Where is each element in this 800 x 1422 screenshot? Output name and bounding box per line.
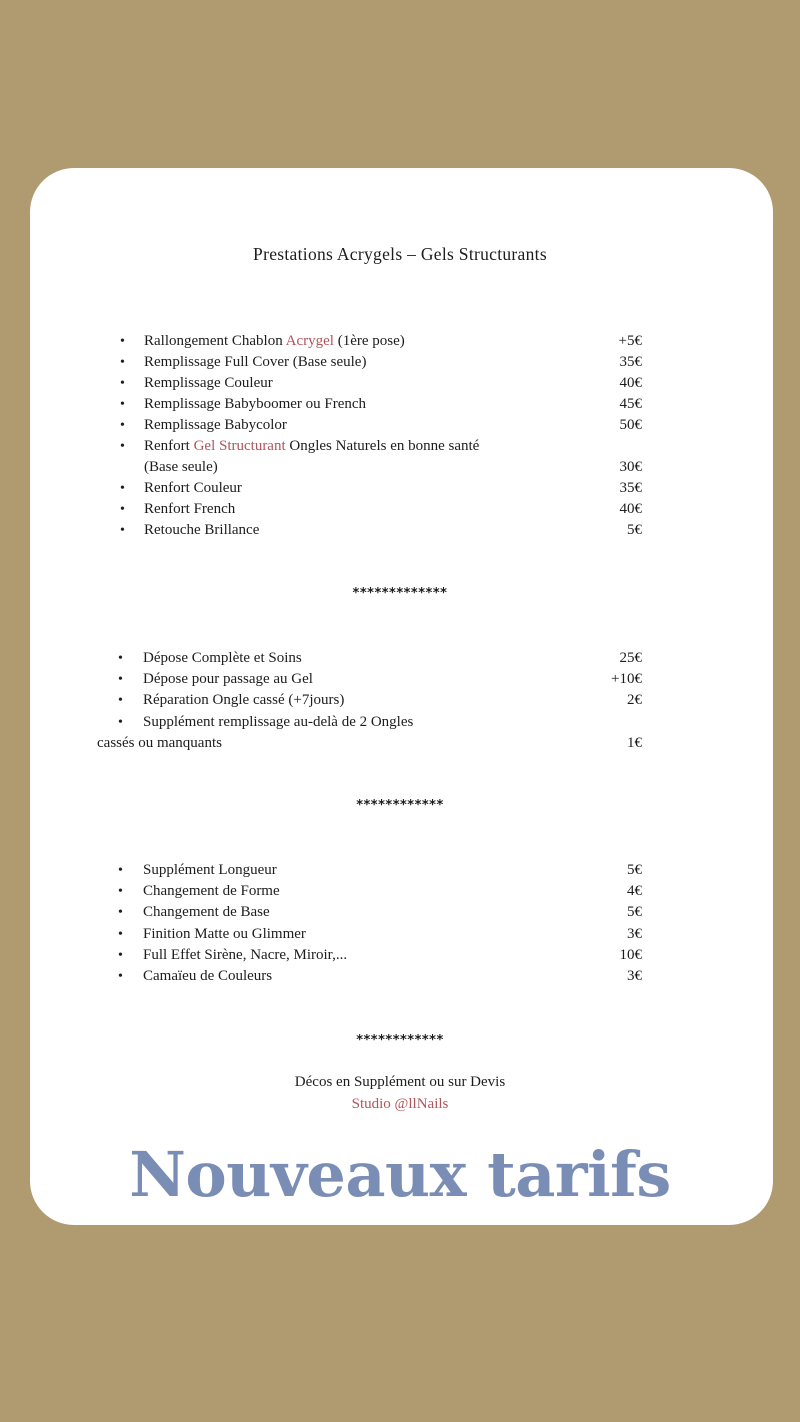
service-label: Dépose Complète et Soins bbox=[143, 650, 302, 666]
service-price: 45€ bbox=[619, 396, 642, 412]
service-price: +5€ bbox=[618, 333, 642, 349]
service-label: Remplissage Babycolor bbox=[144, 417, 287, 433]
bullet-icon: • bbox=[118, 927, 123, 942]
service-price: 50€ bbox=[619, 417, 642, 433]
service-price: 40€ bbox=[619, 501, 642, 517]
service-label: (Base seule) bbox=[144, 459, 218, 475]
bullet-icon: • bbox=[120, 397, 125, 412]
separator: ************ bbox=[356, 798, 444, 813]
list-item bbox=[0, 881, 800, 902]
service-price: 35€ bbox=[619, 480, 642, 496]
bullet-icon: • bbox=[120, 439, 125, 454]
service-label: cassés ou manquants bbox=[97, 735, 222, 751]
list-item bbox=[0, 457, 800, 478]
list-item bbox=[0, 860, 800, 881]
bullet-icon: • bbox=[118, 672, 123, 687]
bullet-icon: • bbox=[118, 715, 123, 730]
service-label: Renfort Couleur bbox=[144, 480, 242, 496]
bullet-icon: • bbox=[118, 969, 123, 984]
list-item bbox=[0, 966, 800, 987]
bullet-icon: • bbox=[120, 523, 125, 538]
list-item bbox=[0, 415, 800, 436]
service-price: 5€ bbox=[627, 862, 642, 878]
service-price: 4€ bbox=[627, 883, 642, 899]
service-label: Réparation Ongle cassé (+7jours) bbox=[143, 692, 345, 708]
service-label: Remplissage Babyboomer ou French bbox=[144, 396, 367, 412]
service-label: Dépose pour passage au Gel bbox=[143, 671, 313, 687]
list-item bbox=[0, 924, 800, 945]
bullet-icon: • bbox=[118, 693, 123, 708]
list-item bbox=[0, 331, 800, 352]
service-price: 3€ bbox=[627, 926, 642, 942]
service-label: Finition Matte ou Glimmer bbox=[143, 926, 306, 942]
list-item bbox=[0, 733, 800, 754]
service-price: 3€ bbox=[627, 968, 642, 984]
bullet-icon: • bbox=[120, 334, 125, 349]
service-label: Remplissage Couleur bbox=[144, 375, 273, 391]
footer-decos: Décos en Supplément ou sur Devis bbox=[294, 1074, 506, 1090]
service-label: Remplissage Full Cover (Base seule) bbox=[144, 354, 367, 370]
bullet-icon: • bbox=[120, 418, 125, 433]
service-price: 25€ bbox=[619, 650, 642, 666]
service-price: 2€ bbox=[627, 692, 642, 708]
list-item bbox=[0, 373, 800, 394]
list-item bbox=[0, 436, 800, 457]
service-label: Supplément remplissage au-delà de 2 Ongles bbox=[143, 714, 414, 730]
list-item bbox=[0, 690, 800, 711]
service-price: 30€ bbox=[619, 459, 642, 475]
bullet-icon: • bbox=[118, 863, 123, 878]
service-price: 40€ bbox=[619, 375, 642, 391]
list-item bbox=[0, 902, 800, 923]
list-item bbox=[0, 945, 800, 966]
service-price: +10€ bbox=[611, 671, 642, 687]
service-price: 1€ bbox=[627, 735, 642, 751]
service-label: Retouche Brillance bbox=[144, 522, 260, 538]
service-price: 5€ bbox=[627, 522, 642, 538]
service-label: Supplément Longueur bbox=[143, 862, 277, 878]
list-item bbox=[0, 669, 800, 690]
bullet-icon: • bbox=[118, 651, 123, 666]
footer-studio: Studio @llNails bbox=[351, 1096, 449, 1112]
bullet-icon: • bbox=[118, 948, 123, 963]
list-item bbox=[0, 478, 800, 499]
list-item bbox=[0, 394, 800, 415]
list-item bbox=[0, 648, 800, 669]
service-label: Camaïeu de Couleurs bbox=[143, 968, 273, 984]
bullet-icon: • bbox=[120, 355, 125, 370]
service-price: 5€ bbox=[627, 904, 642, 920]
list-item bbox=[0, 499, 800, 520]
bullet-icon: • bbox=[120, 502, 125, 517]
service-price: 10€ bbox=[619, 947, 642, 963]
promo-banner: Nouveaux tarifs bbox=[129, 1138, 671, 1211]
service-label: Renfort French bbox=[144, 501, 236, 517]
bullet-icon: • bbox=[118, 884, 123, 899]
separator: ************* bbox=[352, 586, 448, 601]
bullet-icon: • bbox=[120, 376, 125, 391]
service-label: Rallongement Chablon Acrygel (1ère pose) bbox=[144, 333, 405, 349]
list-item bbox=[0, 352, 800, 373]
list-item bbox=[0, 520, 800, 541]
service-label: Changement de Base bbox=[143, 904, 270, 920]
bullet-icon: • bbox=[118, 905, 123, 920]
service-price: 35€ bbox=[619, 354, 642, 370]
separator: ************ bbox=[356, 1033, 444, 1048]
list-item bbox=[0, 712, 800, 733]
service-label: Full Effet Sirène, Nacre, Miroir,... bbox=[143, 947, 348, 963]
page-title: Prestations Acrygels – Gels Structurants bbox=[253, 244, 547, 264]
service-label: Renfort Gel Structurant Ongles Naturels en bonne santé bbox=[144, 438, 480, 454]
service-label: Changement de Forme bbox=[143, 883, 280, 899]
bullet-icon: • bbox=[120, 481, 125, 496]
